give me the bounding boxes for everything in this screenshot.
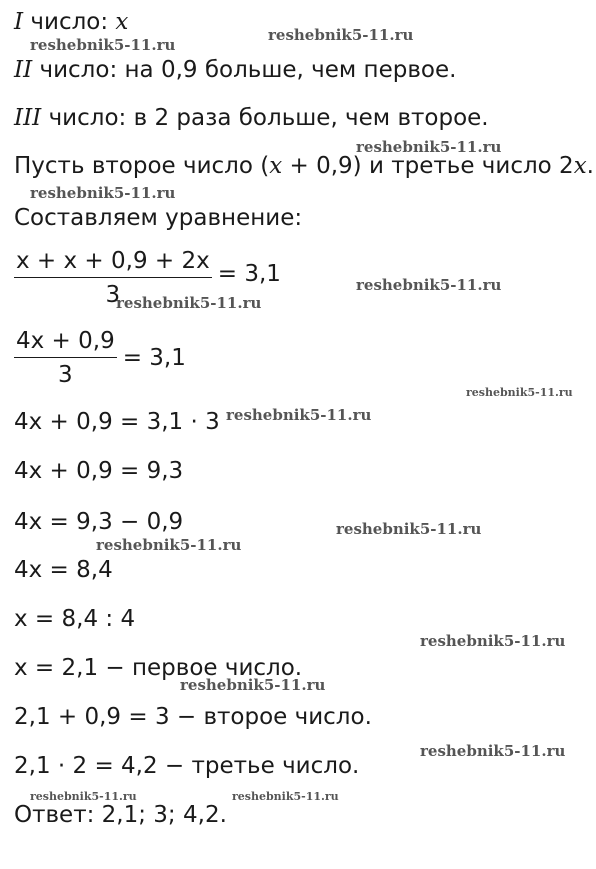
variable-x: x	[573, 153, 587, 179]
watermark: reshebnik5-11.ru	[30, 36, 176, 54]
watermark: reshebnik5-11.ru	[268, 26, 414, 44]
fraction	[14, 327, 117, 389]
equation-7: x = 8,4 : 4	[14, 606, 136, 632]
watermark: reshebnik5-11.ru	[180, 676, 326, 694]
equation-8: x = 2,1 − первое число.	[14, 655, 303, 681]
watermark: reshebnik5-11.ru	[30, 184, 176, 202]
line-text: .	[586, 153, 594, 179]
watermark: reshebnik5-11.ru	[356, 138, 502, 156]
answer-line: Ответ: 2,1; 3; 4,2.	[14, 802, 227, 828]
variable-x: x	[115, 9, 129, 35]
label-roman-3: III	[14, 105, 42, 131]
watermark: reshebnik5-11.ru	[466, 386, 573, 399]
line-third-number	[14, 104, 489, 132]
equation-rhs: = 3,1	[217, 261, 281, 287]
watermark: reshebnik5-11.ru	[336, 520, 482, 538]
line-text: Пусть второе число (	[14, 153, 270, 179]
denominator: 3	[58, 362, 73, 388]
label-roman-2: II	[14, 57, 33, 83]
line-text: Составляем уравнение:	[14, 205, 303, 231]
line-text: + 0,9) и третье число 2	[282, 153, 574, 179]
watermark: reshebnik5-11.ru	[420, 632, 566, 650]
watermark: reshebnik5-11.ru	[232, 790, 339, 803]
watermark: reshebnik5-11.ru	[226, 406, 372, 424]
denominator: 3	[105, 282, 121, 308]
watermark: reshebnik5-11.ru	[30, 790, 137, 803]
watermark: reshebnik5-11.ru	[96, 536, 242, 554]
watermark: reshebnik5-11.ru	[116, 294, 262, 312]
line-text: число: на 0,9 больше, чем первое.	[32, 57, 457, 83]
numerator: x + x + 0,9 + 2x	[16, 248, 210, 274]
numerator: 4x + 0,9	[16, 328, 115, 354]
variable-x: x	[269, 153, 283, 179]
line-let	[14, 152, 594, 180]
equation-5: 4x = 9,3 − 0,9	[14, 509, 184, 535]
line-text: число: в 2 раза больше, чем второе.	[41, 105, 489, 131]
equation-6: 4x = 8,4	[14, 557, 113, 583]
watermark: reshebnik5-11.ru	[420, 742, 566, 760]
line-text: число:	[23, 9, 116, 35]
line-compose-equation	[14, 204, 302, 232]
line-second-number	[14, 56, 456, 84]
label-roman-1: I	[14, 9, 24, 35]
equation-3: 4x + 0,9 = 3,1 · 3	[14, 409, 220, 435]
watermark: reshebnik5-11.ru	[356, 276, 502, 294]
equation-9: 2,1 + 0,9 = 3 − второе число.	[14, 704, 372, 730]
line-first-number	[14, 8, 128, 36]
equation-rhs: = 3,1	[122, 345, 186, 371]
equation-4: 4x + 0,9 = 9,3	[14, 458, 184, 484]
equation-2	[14, 327, 186, 389]
equation-10: 2,1 · 2 = 4,2 − третье число.	[14, 753, 360, 779]
